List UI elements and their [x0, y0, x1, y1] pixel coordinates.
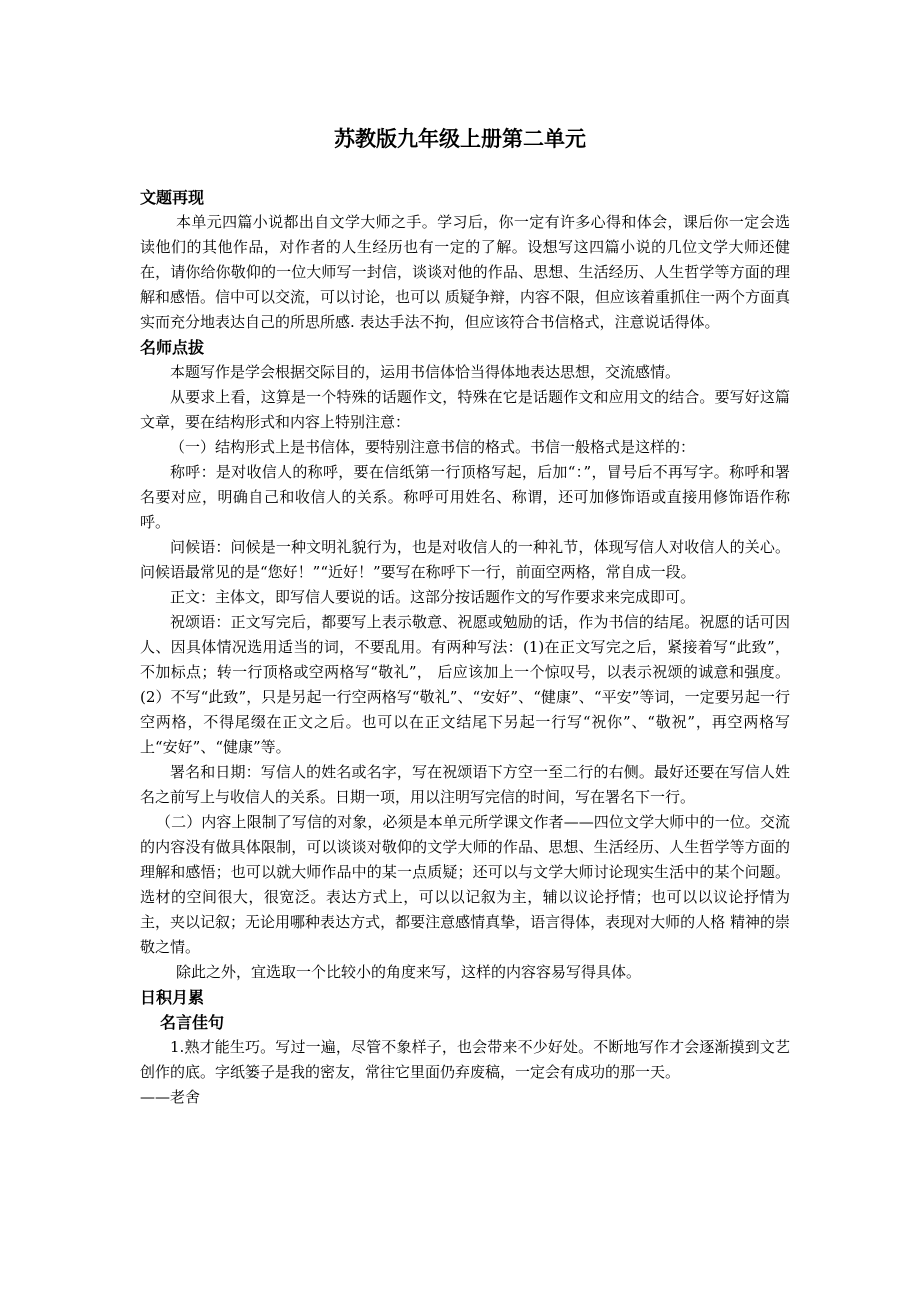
document-title: 苏教版九年级上册第二单元: [334, 127, 586, 151]
guidance-paragraph: 除此之外，宜选取一个比较小的角度来写，这样的内容容易写得具体。: [176, 963, 642, 981]
section-heading-guidance: 名师点拔: [140, 338, 205, 357]
section-accumulation: [140, 985, 790, 1110]
guidance-paragraph: （一）结构形式上是书信体，要特别注意书信的格式。书信一般格式是这样的：: [170, 438, 696, 456]
guidance-paragraph: （二）内容上限制了写信的对象，必须是本单元所学课文作者——四位文学大师中的一位。交流的内容没有做具体限制，可以谈谈对敬仰的文学大师的作品、思想、生活经历、人生哲学等方面的理解和感悟；也可以就大师作品中的某一点质疑；还可以与文学大师讨论现实生活中的某个问题。选材的空间很大，很宽泛。表达方式上，可以以记叙为主，辅以议论抒情；也可以以议论抒情为主，夹以记叙；无论用哪种表达方式，都要注意感情真挚，语言得体，表现对大师的人格 精神的崇敬之情。: [140, 813, 790, 956]
quote-paragraph: 1.熟才能生巧。写过一遍，尽管不象样子，也会带来不少好处。不断地写作才会逐渐摸到文艺创作的底。字纸篓子是我的密友，常往它里面仍弃废稿，一定会有成功的那一天。: [140, 1038, 790, 1081]
guidance-paragraph: 称呼：是对收信人的称呼，要在信纸第一行顶格写起，后加“：”，冒号后不再写字。称呼和署名要对应，明确自己和收信人的关系。称呼可用姓名、称谓，还可加修饰语或直接用修饰语作称呼。: [140, 463, 790, 531]
guidance-paragraph: 从要求上看，这算是一个特殊的话题作文，特殊在它是话题作文和应用文的结合。要写好这篇文章，要在结构形式和内容上特别注意：: [140, 388, 790, 431]
guidance-paragraph: 问候语：问候是一种文明礼貌行为，也是对收信人的一种礼节，体现写信人对收信人的关心。问候语最常见的是“您好！”“近好！”要写在称呼下一行，前面空两格，常自成一段。: [140, 538, 790, 581]
section-guidance: [140, 335, 790, 985]
document-body: [140, 185, 790, 1110]
guidance-paragraph: 祝颂语：正文写完后，都要写上表示敬意、祝愿或勉励的话，作为书信的结尾。祝愿的话可因人、因具体情况选用适当的词，不要乱用。有两种写法：(1)在正文写完之后，紧接着写“此致”， 不加标点；转一行顶格或空两格写“敬礼”， 后应该加上一个惊叹号，以表示祝颂的诚意和强度。(2）不写“此致”，只是另起一行空两格写“敬礼”、“安好”、“健康”、“平安”等词，一定要另起一行空两格，不得尾缀在正文之后。也可以在正文结尾下另起一行写“祝你”、“敬祝”，再空两格写上“安好”、“健康”等。: [140, 613, 790, 756]
guidance-paragraph: 正文：主体文，即写信人要说的话。这部分按话题作文的写作要求来完成即可。: [170, 588, 696, 606]
topic-paragraph: 本单元四篇小说都出自文学大师之手。学习后，你一定有许多心得和体会，课后你一定会选读他们的其他作品，对作者的人生经历也有一定的了解。设想写这四篇小说的几位文学大师还健在，请你给你敬仰的一位大师写一封信，谈谈对他的作品、思想、生活经历、人生哲学等方面的理解和感悟。信中可以交流，可以讨论，也可以 质疑争辩，内容不限，但应该着重抓住一两个方面真实而充分地表达自己的所思所感. 表达手法不拘，但应该符合书信格式，注意说话得体。: [140, 213, 790, 331]
quote-attribution: ——老舍: [140, 1088, 201, 1106]
section-heading-accumulation: 日积月累: [140, 988, 205, 1007]
section-heading-topic: 文题再现: [140, 188, 205, 207]
section-topic: [140, 185, 790, 335]
subheading-quotes: 名言佳句: [160, 1013, 225, 1032]
guidance-paragraph: 本题写作是学会根据交际目的，运用书信体恰当得体地表达思想，交流感情。: [170, 363, 681, 381]
guidance-paragraph: 署名和日期：写信人的姓名或名字，写在祝颂语下方空一至二行的右侧。最好还要在写信人姓名之前写上与收信人的关系。日期一项，用以注明写完信的时间，写在署名下一行。: [140, 763, 790, 806]
